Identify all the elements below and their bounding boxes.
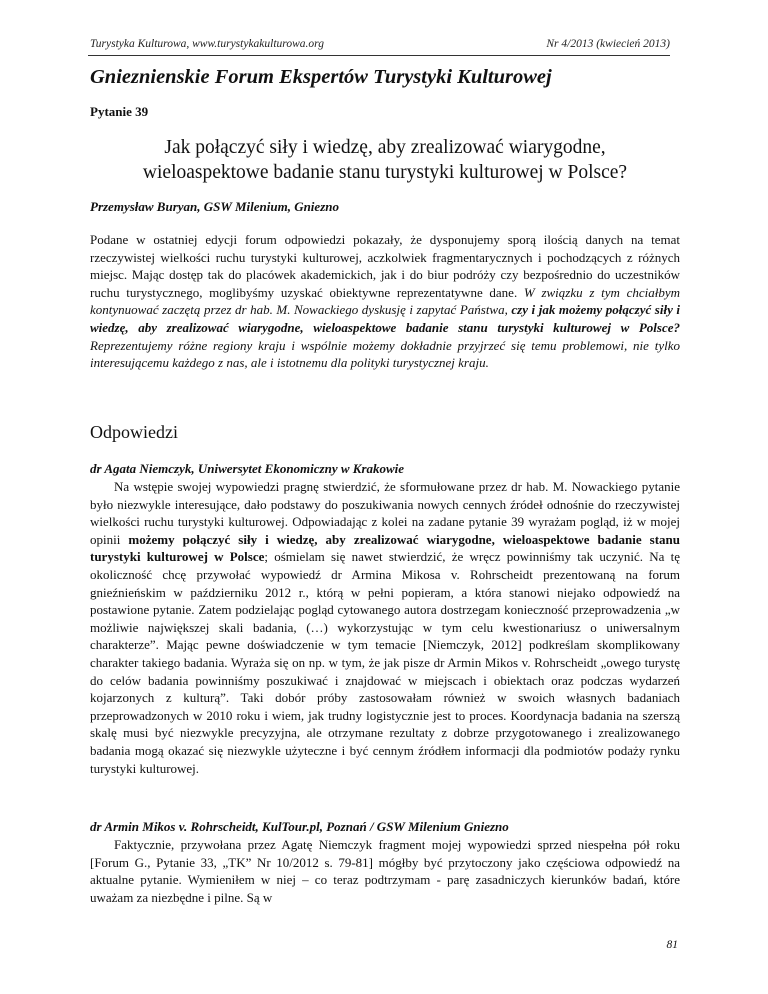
- main-question-line-1: Jak połączyć siły i wiedzę, aby zrealizować wiarygodne,: [164, 137, 606, 158]
- issue-number: Nr 4/2013 (kwiecień 2013): [546, 38, 670, 50]
- journal-url: Turystyka Kulturowa, www.turystykakulturowa.org: [90, 38, 324, 50]
- answer-2-text: Faktycznie, przywołana przez Agatę Niemczyk fragment mojej wypowiedzi sprzed niespełna pół roku [Forum G., Pytanie 33, „TK” Nr 10/2012 s. 79-81] mógłby być przytoczony jako częściowa odpowiedź na aktualne pytanie. Wymieniłem w niej – co teraz podtrzymam - parę zasadniczych kierunków badań, które uważam za niezbędne i pilne. Są w: [90, 837, 680, 905]
- main-question-line-2: wieloaspektowe badanie stanu turystyki kulturowej w Polsce?: [142, 162, 628, 183]
- intro-paragraph: [90, 231, 680, 372]
- intro-question-emphasis: czy i jak możemy połączyć siły i wiedzę, aby zrealizować wiarygodne, wieloaspektowe badanie stanu turystyki kulturowej w Polsce?: [90, 302, 680, 335]
- question-number: Pytanie 39: [90, 104, 149, 119]
- intro-text-1: Podane w ostatniej edycji forum odpowiedzi pokazały, że dysponujemy sporą ilością danych na temat rzeczywistej wielkości ruchu turystyki kulturowej, aczkolwiek fragmentarycznych i pochodzących z różnych miejsc. Mając dostęp tak do placówek akademickich, jak i do biur podróży czy bezpośrednio do uczestników ruchu turystycznego, moglibyśmy uzyskać obiektywne reprezentatywne dane.: [90, 232, 680, 300]
- header-rule: [88, 55, 670, 56]
- intro-text-2: W związku z tym chciałbym kontynuować zaczętą przez dr hab. M. Nowackiego dyskusję i zapytać Państwa,: [90, 284, 680, 318]
- forum-title: Gnieznienskie Forum Ekspertów Turystyki Kulturowej: [90, 66, 552, 88]
- answer-1-text-1: Na wstępie swojej wypowiedzi pragnę stwierdzić, że sformułowane przez dr hab. M. Nowackiego pytanie było niezwykle interesujące, dało podstawy do poszukiwania nowych cennych źródeł odnośnie do rzeczywistej wielkości ruchu turystyki kulturowej. Odpowiadając z kolei na zadane pytanie 39 wyrażam pogląd, iż w mojej opinii: [90, 479, 680, 547]
- answers-heading: Odpowiedzi: [90, 422, 178, 442]
- answer-1-author: dr Agata Niemczyk, Uniwersytet Ekonomiczny w Krakowie: [90, 461, 405, 476]
- answer-1-text: [90, 478, 680, 777]
- main-question: [90, 135, 680, 185]
- answer-2-author: dr Armin Mikos v. Rohrscheidt, KulTour.pl, Poznań / GSW Milenium Gniezno: [90, 819, 509, 834]
- intro-text-4: Reprezentujemy różne regiony kraju i wspólnie możemy dokładnie przyjrzeć się temu problemowi, nie tylko interesującemu każdego z nas, ale i istotnemu dla polityki turystycznej kraju.: [90, 337, 680, 371]
- page-number: 81: [666, 939, 678, 951]
- question-author: Przemysław Buryan, GSW Milenium, Gniezno: [90, 199, 339, 214]
- answer-1-emphasis: możemy połączyć siły i wiedzę, aby zrealizować wiarygodne, wieloaspektowe badanie stanu turystyki kulturowej w Polsce: [90, 531, 680, 565]
- answer-1-text-3: ; ośmielam się nawet stwierdzić, że wręcz powinniśmy tak uczynić. Na tę okoliczność chcę przywołać wypowiedź dr Armina Mikosa v. Rohrscheidt prezentowaną na forum gnieźnieńskim w październiku 2012 r., którą w pełni popieram, a która stanowi niejako odpowiedź na postawione pytanie. Zatem podzielając pogląd cytowanego autora dostrzegam konieczność przeprowadzenia „w możliwie największej skali badania, (…) wykorzystując w tym celu kwestionariusz o uniwersalnym charakterze”. Mając pewne doświadczenie w tym temacie [Niemczyk, 2012] podkreślam skomplikowany charakter takiego badania. Wyraża się on np. w tym, że jak pisze dr Armin Mikos v. Rohrscheidt „owego turystę do celów badania powinniśmy poszukiwać i znajdować w miejscach i obiektach oraz podczas wydarzeń kojarzonych z kulturą”. Taki dobór próby zastosowałam również w swoich własnych badaniach przeprowadzonych w 2010 roku i wiem, jak trudny logistycznie jest to proces. Koordynacja badania na szerszą skalę musi być niezwykle precyzyjna, ale otrzymane rezultaty z dobrze przygotowanego i zrealizowanego badania mogą okazać się niezwykle użyteczne i być cennym źródłem informacji dla podmiotów podaży rynku turystyki kulturowej.: [90, 549, 680, 776]
